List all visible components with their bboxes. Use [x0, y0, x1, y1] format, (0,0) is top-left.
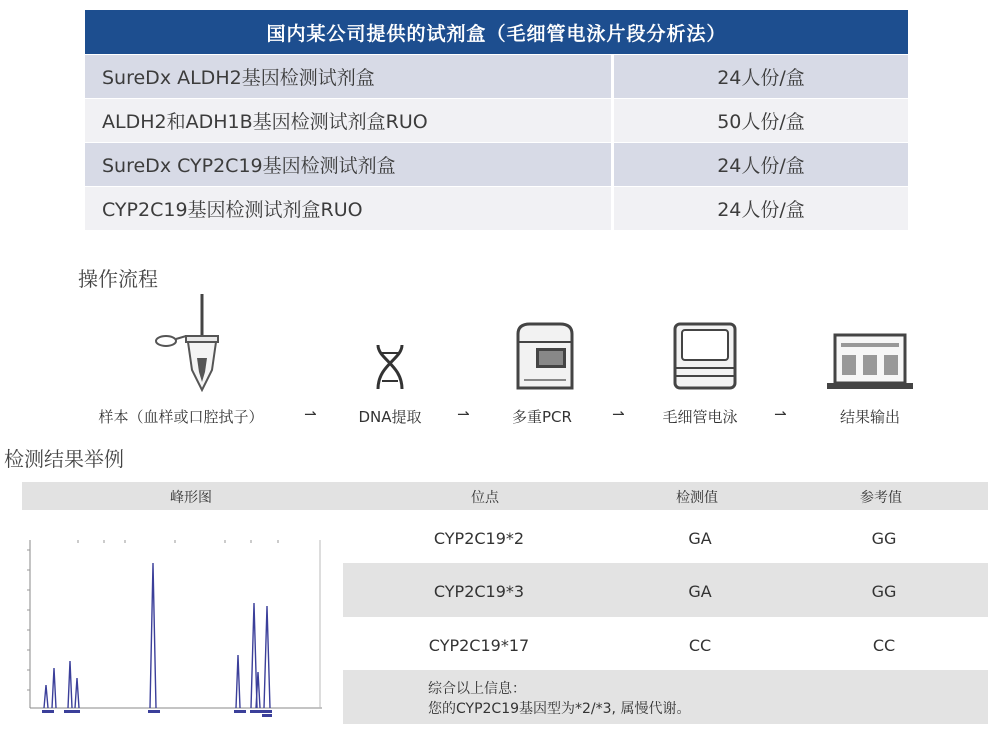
workflow-arrow: ⇀: [304, 405, 317, 423]
workflow-step-label: 样本（血样或口腔拭子）: [98, 408, 264, 426]
summary-text: 您的CYP2C19基因型为*2/*3, 属慢代谢。: [428, 701, 691, 717]
peak: [236, 655, 240, 708]
genotype-summary: [428, 679, 690, 719]
reference-cell: GG: [871, 529, 897, 548]
kit-row: [85, 143, 908, 186]
kit-row: [85, 99, 908, 142]
workflow-step-label: DNA提取: [358, 408, 422, 426]
kit-table: [85, 10, 908, 230]
peak: [251, 603, 257, 708]
kit-row: [85, 55, 908, 98]
kit-quantity: 24人份/盒: [614, 55, 908, 98]
peak: [68, 661, 72, 708]
results-title: 检测结果举例: [4, 447, 124, 471]
reference-cell: GG: [871, 582, 897, 601]
sample-tube-icon: [150, 292, 230, 392]
pcr-machine-icon: [512, 322, 578, 392]
peak: [75, 678, 79, 708]
column-header-reference: 参考值: [860, 490, 902, 506]
kit-row: [85, 187, 908, 230]
kit-table-header: 国内某公司提供的试剂盒（毛细管电泳片段分析法）: [85, 10, 908, 54]
workflow-title: 操作流程: [78, 267, 158, 291]
workflow-arrow: ⇀: [457, 405, 470, 423]
dna-icon: [372, 343, 408, 391]
peak: [150, 563, 156, 708]
summary-heading: 综合以上信息：: [428, 681, 526, 697]
kit-quantity: 24人份/盒: [614, 187, 908, 230]
workflow-step-label: 多重PCR: [512, 408, 572, 426]
workflow-arrow: ⇀: [774, 405, 787, 423]
workflow-arrow: ⇀: [612, 405, 625, 423]
peak: [52, 668, 56, 708]
kit-name: SureDx ALDH2基因检测试剂盒: [85, 55, 611, 98]
peak-chart: [22, 530, 327, 720]
value-cell: GA: [688, 582, 712, 601]
locus-cell: CYP2C19*17: [428, 636, 530, 655]
column-header-value: 检测值: [676, 490, 718, 506]
value-cell: CC: [688, 636, 712, 655]
kit-name: SureDx CYP2C19基因检测试剂盒: [85, 143, 611, 186]
column-header-locus: 位点: [471, 490, 499, 506]
workflow-step-label: 结果输出: [839, 408, 900, 426]
monitor-icon: [825, 333, 915, 391]
value-cell: GA: [688, 529, 712, 548]
reference-cell: CC: [872, 636, 896, 655]
locus-cell: CYP2C19*2: [433, 529, 525, 548]
kit-name: CYP2C19基因检测试剂盒RUO: [85, 187, 611, 230]
column-header-peak: 峰形图: [170, 490, 212, 506]
kit-quantity: 50人份/盒: [614, 99, 908, 142]
workflow-step-label: 毛细管电泳: [662, 408, 738, 426]
results-table-header: [22, 482, 988, 510]
capillary-electrophoresis-icon: [672, 322, 738, 390]
locus-cell: CYP2C19*3: [433, 582, 525, 601]
peak: [264, 606, 270, 708]
peak: [44, 685, 48, 708]
kit-quantity: 24人份/盒: [614, 143, 908, 186]
kit-name: ALDH2和ADH1B基因检测试剂盒RUO: [85, 99, 611, 142]
